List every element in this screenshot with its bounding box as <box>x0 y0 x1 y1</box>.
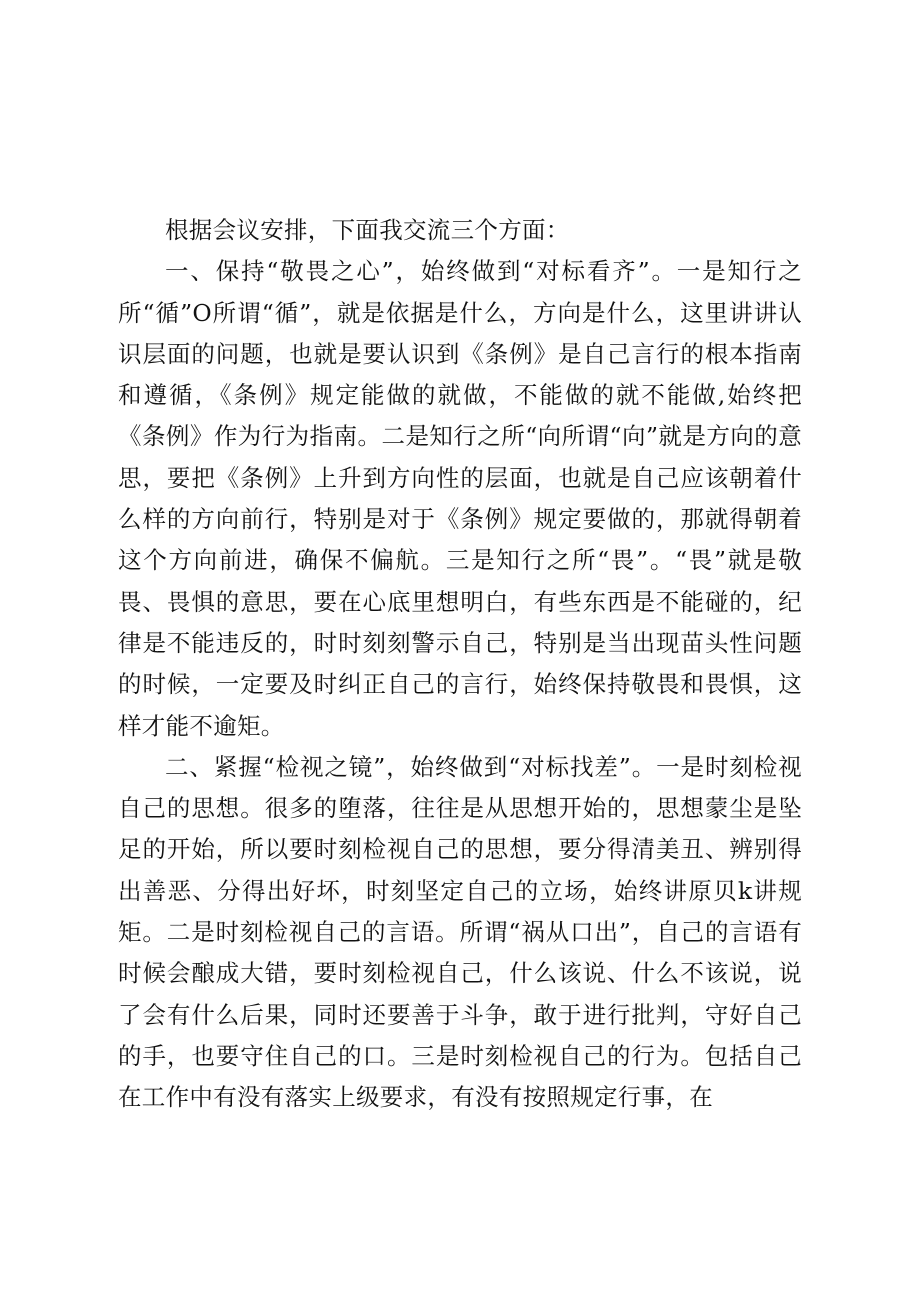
intro-paragraph: 根据会议安排，下面我交流三个方面： <box>165 216 570 244</box>
section-1-paragraph: 一、保持“敬畏之心”，始终做到“对标看齐”。一是知行之所“循”O所谓“循”，就是依据是什么，方向是什么，这里讲讲认识层面的问题，也就是要认识到《条例》是自己言行的根本指南和遵循，《条例》规定能做的就做，不能做的就不能做,始终把《条例》作为行为指南。二是知行之所“向所谓“向”就是方向的意思，要把《条例》上升到方向性的层面，也就是自己应该朝着什么样的方向前行，特别是对于《条例》规定要做的，那就得朝着这个方向前进，确保不偏航。三是知行之所“畏”。“畏”就是敬畏、畏惧的意思，要在心底里想明白，有些东西是不能碰的，纪律是不能违反的，时时刻刻警示自己，特别是当出现苗头性问题的时候，一定要及时纠正自己的言行，始终保持敬畏和畏惧，这样才能不逾矩。 <box>118 257 802 740</box>
document-body <box>118 210 802 1119</box>
section-2-paragraph: 二、紧握“检视之镜”，始终做到“对标找差”。一是时刻检视自己的思想。很多的堕落，往往是从思想开始的，思想蒙尘是坠足的开始，所以要时刻检视自己的思想，要分得清美丑、辨别得出善恶、分得出好坏，时刻坚定自己的立场，始终讲原贝k讲规矩。二是时刻检视自己的言语。所谓“祸从口出”，自己的言语有时候会酿成大错，要时刻检视自己，什么该说、什么不该说，说了会有什么后果，同时还要善于斗争，敢于进行批判，守好自己的手，也要守住自己的口。三是时刻检视自己的行为。包括自己在工作中有没有落实上级要求，有没有按照规定行事，在 <box>118 752 802 1112</box>
